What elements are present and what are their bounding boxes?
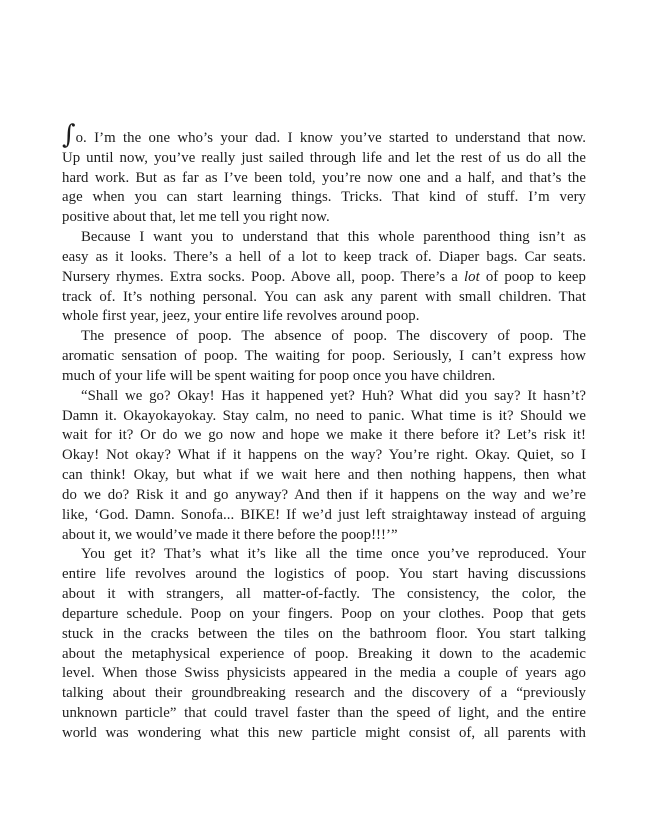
text-segment: “Shall we go? Okay! Has it happened yet? Huh? What did you say? It hasn’t? — [81, 387, 586, 404]
text-segment: whole first year, jeez, your entire life revolves around poop. — [62, 308, 420, 325]
text-segment: of poop to keep — [479, 268, 586, 285]
text-line — [62, 268, 586, 288]
text-segment: You get it? That’s what it’s like all the time once you’ve reproduced. Your — [81, 546, 586, 563]
text-line — [62, 545, 586, 565]
text-line — [62, 625, 586, 645]
drop-cap-glyph: ∫ — [62, 120, 76, 150]
text-segment: about it with strangers, all matter-of-factly. The consistency, the color, the — [62, 586, 586, 603]
text-line — [62, 426, 586, 446]
text-line — [62, 466, 586, 486]
text-line — [62, 526, 586, 546]
text-line — [62, 208, 586, 228]
text-line — [62, 188, 586, 208]
text-segment: Okay! Not okay? What if it happens on the way? You’re right. Okay. Quiet, so I — [62, 447, 586, 464]
text-line — [62, 387, 586, 407]
text-segment: wait for it? Or do we go now and hope we make it there before it? Let’s risk it! — [62, 427, 586, 444]
text-line — [62, 228, 586, 248]
text-line — [62, 307, 586, 327]
text-segment: The presence of poop. The absence of poop. The discovery of poop. The — [81, 328, 586, 345]
text-segment: Nursery rhymes. Extra socks. Poop. Above all, poop. There’s a — [62, 268, 464, 285]
text-segment: hard work. But as far as I’ve been told, you’re now one and a half, and that’s the — [62, 169, 586, 186]
text-line — [62, 645, 586, 665]
text-line — [62, 724, 586, 744]
text-segment: world was wondering what this new particle might consist of, all parents with — [62, 724, 586, 741]
text-segment: departure schedule. Poop on your fingers. Poop on your clothes. Poop that gets — [62, 605, 586, 622]
text-segment: entire life revolves around the logistics of poop. You start having discussions — [62, 566, 586, 583]
text-line — [62, 704, 586, 724]
text-segment: easy as it looks. There’s a hell of a lot to keep track of. Diaper bags. Car seats. — [62, 248, 586, 265]
text-segment: Up until now, you’ve really just sailed through life and let the rest of us do all the — [62, 149, 586, 166]
italic-text-segment: lot — [463, 268, 480, 285]
text-segment: much of your life will be spent waiting for poop once you have children. — [62, 367, 496, 384]
text-line — [62, 248, 586, 268]
text-segment: about it, we would’ve made it there before the poop!!!’” — [62, 526, 398, 543]
text-line — [62, 605, 586, 625]
text-line — [62, 367, 586, 387]
text-line — [62, 347, 586, 367]
text-line — [62, 169, 586, 189]
text-line — [62, 407, 586, 427]
text-segment: aromatic sensation of poop. The waiting for poop. Seriously, I can’t express how — [62, 348, 586, 365]
text-segment: track of. It’s nothing personal. You can ask any parent with small children. That — [62, 288, 586, 305]
text-segment: stuck in the cracks between the tiles on the bathroom floor. You start talking — [62, 625, 586, 642]
text-segment: about the metaphysical experience of poop. Breaking it down to the academic — [62, 645, 586, 662]
text-line — [62, 446, 586, 466]
text-segment: Because I want you to understand that this whole parenthood thing isn’t as — [81, 229, 586, 246]
text-segment: level. When those Swiss physicists appeared in the media a couple of years ago — [62, 665, 586, 682]
text-segment: positive about that, let me tell you right now. — [62, 209, 330, 226]
text-line — [62, 585, 586, 605]
text-line — [62, 327, 586, 347]
text-line — [62, 288, 586, 308]
text-segment: talking about their groundbreaking research and the discovery of a “previously — [62, 685, 586, 702]
text-line — [62, 565, 586, 585]
text-line — [62, 684, 586, 704]
text-segment: age when you can start learning things. Tricks. That kind of stuff. I’m very — [62, 189, 586, 206]
text-line — [62, 486, 586, 506]
page-text — [62, 120, 586, 744]
text-segment: do we do? Risk it and go anyway? And then if it happens on the way and we’re — [62, 486, 586, 503]
text-line — [62, 506, 586, 526]
text-line — [62, 120, 586, 150]
text-line — [62, 664, 586, 684]
text-segment: o. I’m the one who’s your dad. I know you’ve started to understand that now. — [75, 130, 586, 146]
text-segment: unknown particle” that could travel faster than the speed of light, and the entire — [62, 705, 586, 722]
text-segment: like, ‘God. Damn. Sonofa... BIKE! If we’d just left straightaway instead of arguing — [62, 506, 586, 523]
text-line — [62, 149, 586, 169]
text-segment: Damn it. Okayokayokay. Stay calm, no need to panic. What time is it? Should we — [62, 407, 586, 424]
text-segment: can think! Okay, but what if we wait here and then nothing happens, then what — [62, 467, 586, 484]
